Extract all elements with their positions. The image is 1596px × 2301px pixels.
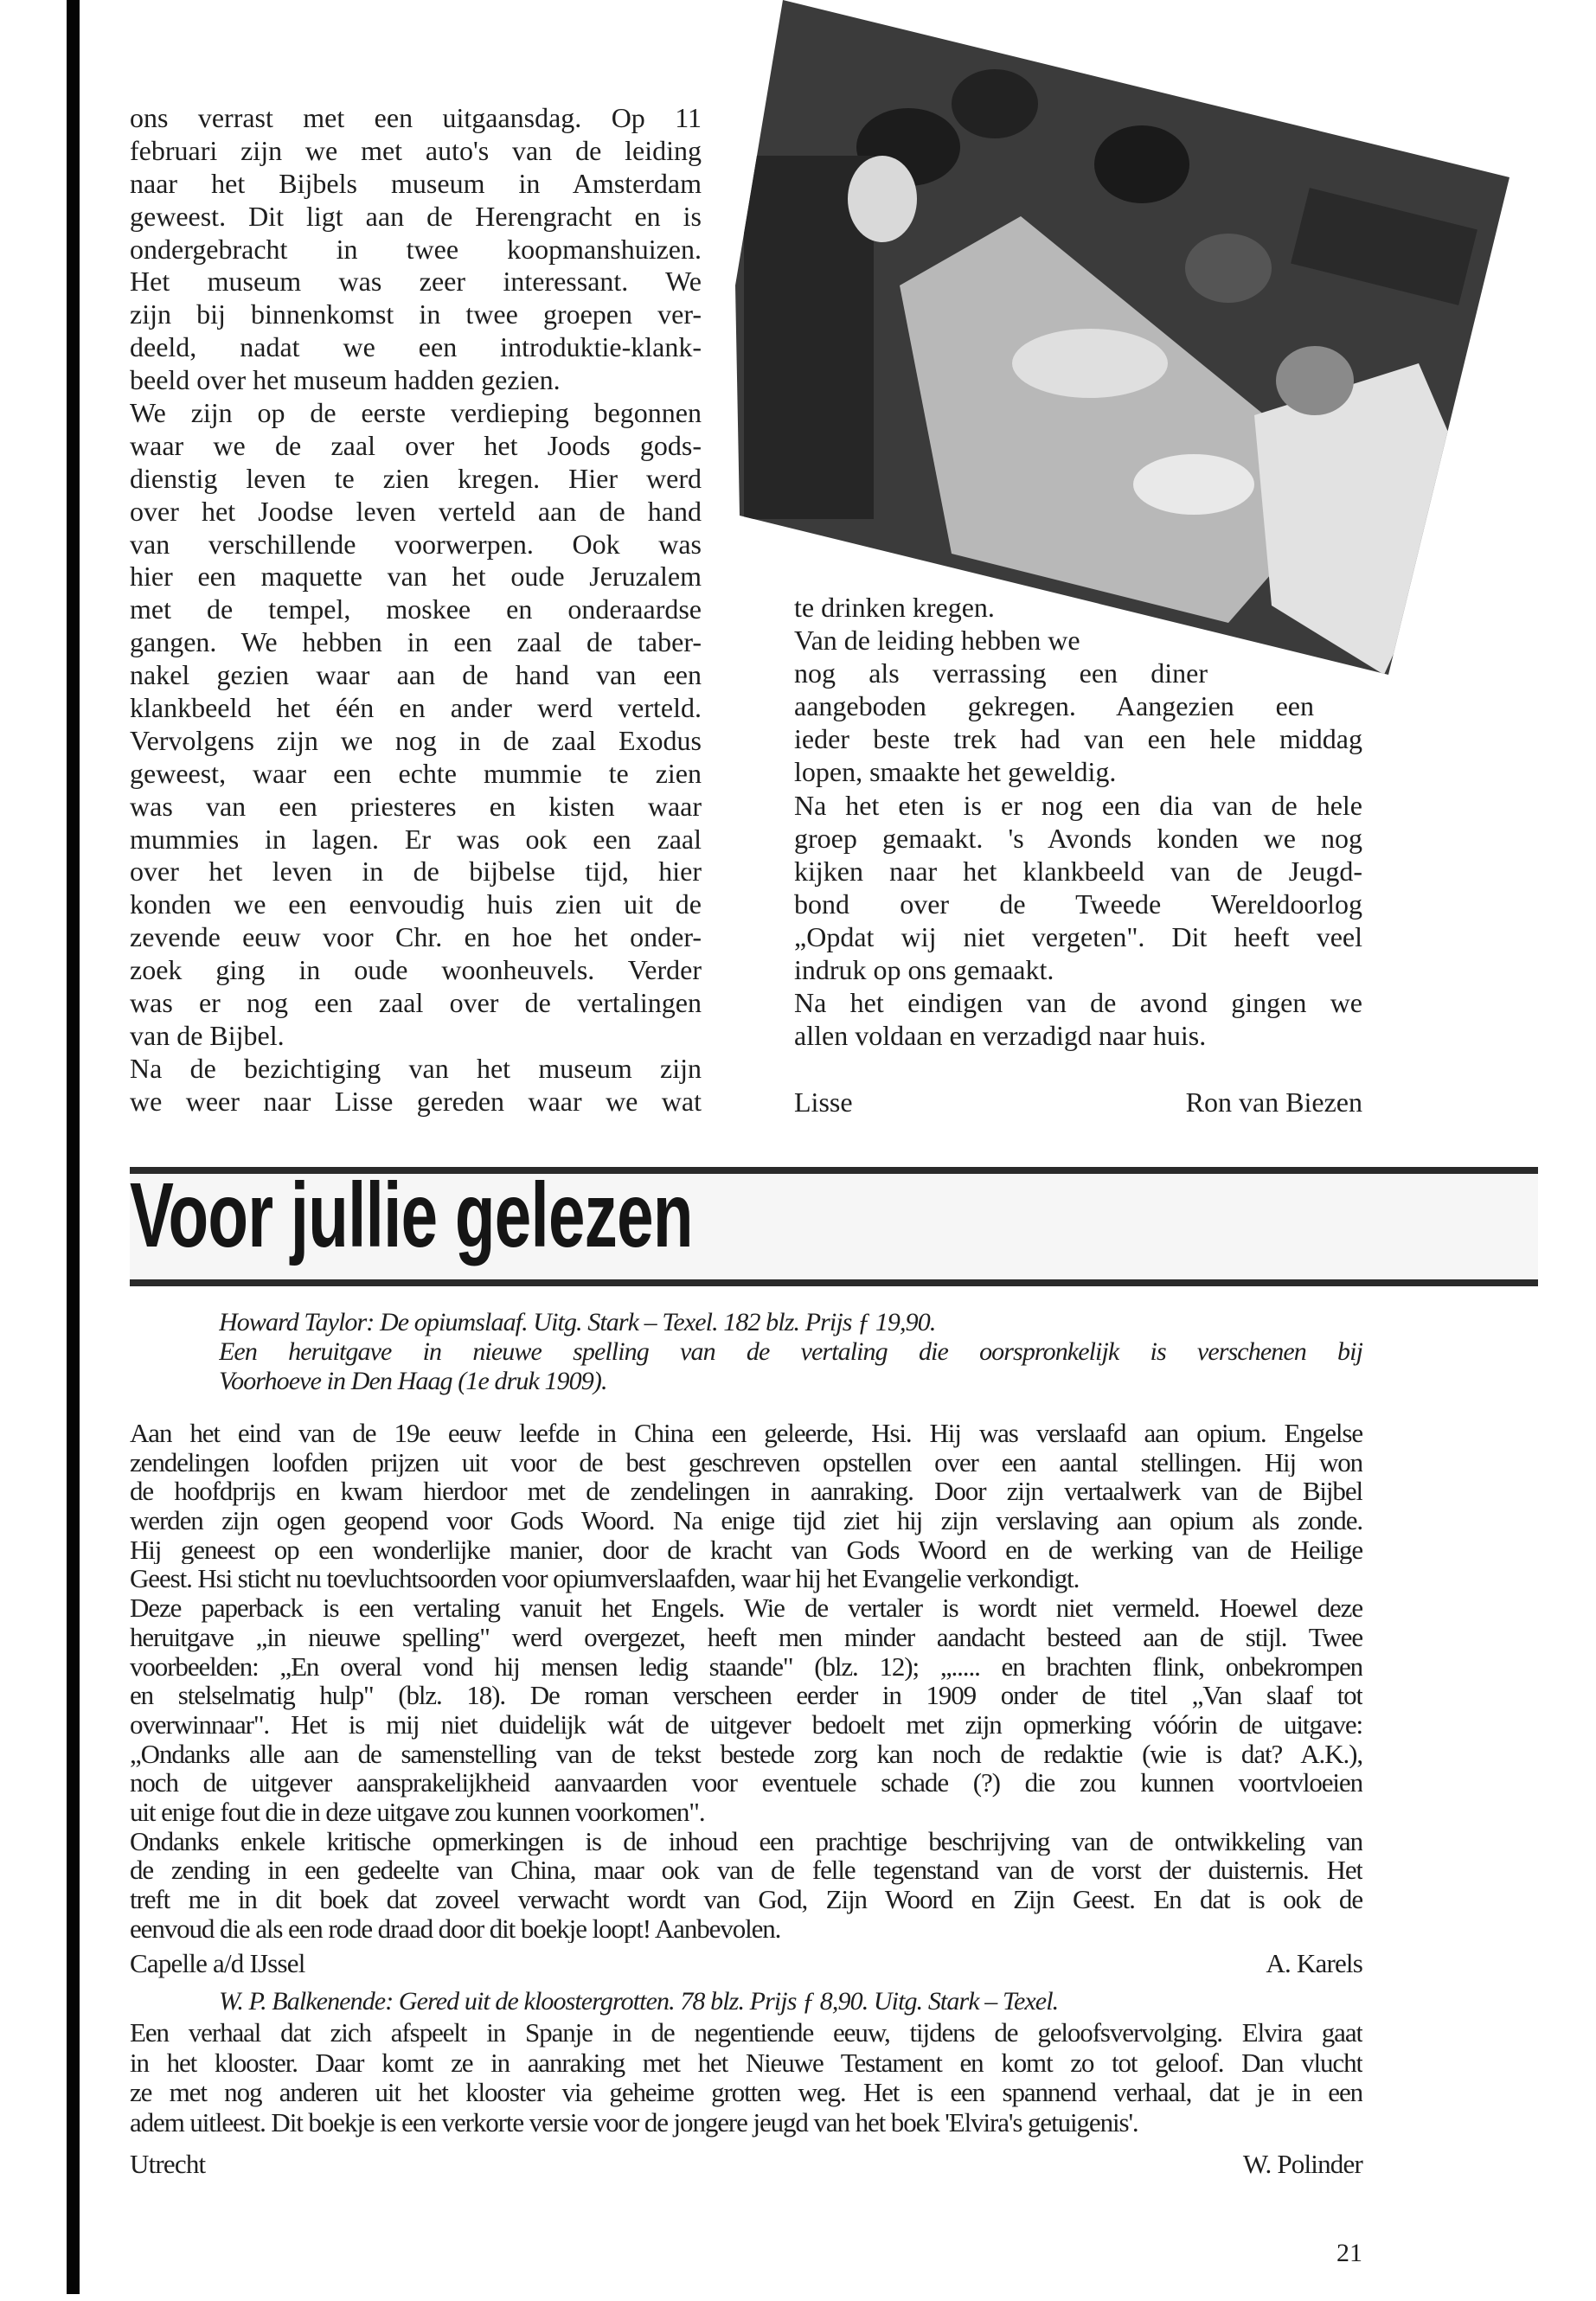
text-line: en stelselmatig hulp" (blz. 18). De roman verscheen eerder in 1909 onder de titel „Van slaaf tot [130,1681,1362,1710]
text-line: Howard Taylor: De opiumslaaf. Uitg. Stark – Texel. 182 blz. Prijs ƒ 19,90. [219,1308,936,1336]
review-2-citation [219,1987,1362,2016]
article-author: Ron van Biezen [1185,1086,1362,1118]
text-line: nog als verrassing een diner [794,657,1208,689]
text-line: ondergebracht in twee koopmanshuizen. [130,233,702,265]
text-line: geweest, waar een echte mummie te zien [130,757,702,789]
text-line: „Opdat wij niet vergeten". Dit heeft veel [794,920,1362,952]
review-1-signature [130,1949,1362,1978]
review-2-signature [130,2150,1362,2179]
text-line: zijn bij binnenkomst in twee groepen ver- [130,298,702,330]
text-line: werden zijn ogen geopend voor Gods Woord. Na enige tijd ziet hij zijn verslaving aan opium als zonde. [130,1506,1362,1535]
text-line: Geest. Hsi sticht nu toevluchtsoorden voor opiumverslaafden, waar hij het Evangelie verkondigt. [130,1564,1080,1594]
text-line: ons verrast met een uitgaansdag. Op 11 [130,102,702,133]
text-line: Het museum was zeer interessant. We [130,266,702,298]
review-2-reviewer: W. Polinder [1242,2149,1362,2179]
text-line: Na het eten is er nog een dia van de hele [794,789,1362,821]
review-2-body [130,2018,1362,2138]
text-line: Vervolgens zijn we nog in de zaal Exodus [130,724,702,756]
text-line: te drinken kregen. [794,592,995,623]
text-line: aangeboden gekregen. Aangezien een [794,690,1314,722]
text-line: geweest. Dit ligt aan de Herengracht en is [130,200,702,232]
text-line: Aan het eind van de 19e eeuw leefde in China een geleerde, Hsi. Hij was verslaafd aan opium. Engelse [130,1419,1362,1448]
article-place: Lisse [794,1086,853,1118]
review-1-citation [219,1308,1362,1396]
text-line: noch de uitgever aansprakelijkheid aanvaarden voor eventuele schade (?) die zou kunnen voortvloeien [130,1768,1362,1798]
text-line: waar we de zaal over het Joods gods- [130,429,702,461]
text-line: W. P. Balkenende: Gered uit de kloostergrotten. 78 blz. Prijs ƒ 8,90. Uitg. Stark – Texel. [219,1987,1059,2016]
text-line: gangen. We hebben in een zaal de taber- [130,626,702,658]
text-line: de hoofdprijs en kwam hierdoor met de zendelingen in aanraking. Door zijn vertaalwerk van de Bijbel [130,1477,1362,1507]
text-line: hier een maquette van het oude Jeruzalem [130,561,702,593]
text-line: voorbeelden: „En overal vond hij mensen ledig staande" (blz. 12); „..... en brachten flink, onbekrompen [130,1651,1362,1682]
text-line: konden we een eenvoudig huis zien uit de [130,888,702,920]
text-line: met de tempel, moskee en onderaardse [130,593,702,625]
heading-bottom-rule [130,1279,1538,1286]
article-signature [794,1086,1362,1118]
text-line: we weer naar Lisse gereden waar we wat [130,1085,702,1117]
section-heading: Voor jullie gelezen [130,1164,693,1266]
text-line: was er nog een zaal over de vertalingen [130,987,702,1019]
text-line: mummies in lagen. Er was ook een zaal [130,823,702,855]
text-line: klankbeeld het één en ander werd verteld. [130,692,702,724]
text-line: bond over de Tweede Wereldoorlog [794,888,1362,920]
text-line: overwinnaar". Het is mij niet duidelijk wát de uitgever bedoelt met zijn opmerking vóórin de uitgave: [130,1709,1362,1740]
text-line: de zending in een gedeelte van China, maar ook van de felle tegenstand van de vorst der duisternis. Het [130,1856,1362,1885]
text-line: Van de leiding hebben we [794,625,1080,657]
text-line: Na het eindigen van de avond gingen we [794,987,1362,1019]
text-line: lopen, smaakte het geweldig. [794,756,1117,788]
page-number: 21 [1336,2239,1362,2267]
text-line: zoek ging in oude woonheuvels. Verder [130,954,702,986]
text-line: nakel gezien waar aan de hand van een [130,659,702,691]
text-line: naar het Bijbels museum in Amsterdam [130,167,702,199]
text-line: februari zijn we met auto's van de leiding [130,134,702,166]
text-line: ze met nog anderen uit het klooster via geheime grotten weg. Het is een spannend verhaal, dat je in een [130,2078,1362,2108]
text-line: Ondanks enkele kritische opmerkingen is de inhoud een prachtige beschrijving van de ontwikkeling van [130,1826,1362,1856]
text-line: beeld over het museum hadden gezien. [130,364,561,396]
text-line: zendelingen loofden prijzen uit voor de best geschreven opstellen over een aantal stellingen. Hij won [130,1447,1362,1477]
text-line: Een heruitgave in nieuwe spelling van de vertaling die oorspronkelijk is verschenen bij [219,1337,1362,1366]
article-left-column [130,102,702,1118]
text-line: ieder beste trek had van een hele middag [794,723,1362,755]
text-line: over het Joodse leven verteld aan de hand [130,495,702,527]
text-line: treft me in dit boek dat zoveel verwacht wordt van God, Zijn Woord en Zijn Geest. En dat is ook de [130,1885,1362,1914]
text-line: van verschillende voorwerpen. Ook was [130,528,702,560]
text-line: We zijn op de eerste verdieping begonnen [130,397,702,429]
text-line: in het klooster. Daar komt ze in aanraking met het Nieuwe Testament en komt zo tot geloof. Dan vlucht [130,2048,1362,2078]
text-line: allen voldaan en verzadigd naar huis. [794,1020,1207,1052]
text-line: kijken naar het klankbeeld van de Jeugd- [794,855,1362,887]
review-1-body [130,1419,1362,1943]
text-line: uit enige fout die in deze uitgave zou kunnen voorkomen". [130,1797,705,1827]
text-line: zevende eeuw voor Chr. en hoe het onder- [130,921,702,953]
text-line: Na de bezichtiging van het museum zijn [130,1052,702,1084]
text-line: groep gemaakt. 's Avonds konden we nog [794,822,1362,854]
text-line: dienstig leven te zien kregen. Hier werd [130,462,702,494]
text-line: Een verhaal dat zich afspeelt in Spanje in de negentiende eeuw, tijdens de geloofsvervolging. Elvira gaat [130,2018,1362,2048]
review-1-place: Capelle a/d IJssel [130,1948,305,1978]
text-line: over het leven in de bijbelse tijd, hier [130,856,702,888]
text-line: was van een priesteres en kisten waar [130,790,702,822]
text-line: indruk op ons gemaakt. [794,954,1054,986]
text-line: „Ondanks alle aan de samenstelling van de tekst bestede zorg kan noch de redaktie (wie is dat? A.K.), [130,1739,1362,1769]
review-2-place: Utrecht [130,2149,206,2179]
text-line: eenvoud die als een rode draad door dit boekje loopt! Aanbevolen. [130,1913,781,1944]
review-1-reviewer: A. Karels [1266,1948,1362,1978]
text-line: heruitgave „in nieuwe spelling" werd overgezet, heeft men minder aandacht besteed aan de stijl. Twee [130,1622,1362,1652]
text-line: adem uitleest. Dit boekje is een verkorte versie voor de jongere jeugd van het boek 'Elvira's getuigenis'. [130,2107,1138,2138]
text-line: Voorhoeve in Den Haag (1e druk 1909). [219,1367,607,1395]
text-line: Deze paperback is een vertaling vanuit het Engels. Wie de vertaler is wordt niet vermeld. Hoewel deze [130,1593,1362,1623]
text-line: deeld, nadat we een introduktie-klank- [130,331,702,363]
text-line: Hij geneest op een wonderlijke manier, door de kracht van Gods Woord en de werking van de Heilige [130,1535,1362,1565]
text-line: van de Bijbel. [130,1019,285,1051]
article-right-column [794,591,1362,1052]
